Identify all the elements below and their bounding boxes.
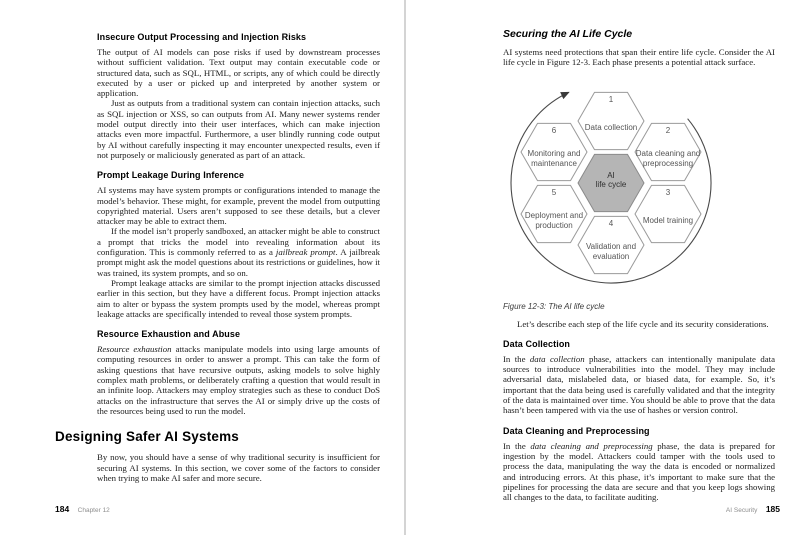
phase-name: Data collection bbox=[584, 122, 638, 132]
page-number: 185 bbox=[765, 504, 780, 514]
paragraph: AI systems need protections that span their entire life cycle. Consider the AI life cycle in Figure 12-3. Each phase presents a potential attack surface. bbox=[503, 47, 775, 68]
paragraph: Resource exhaustion attacks manipulate models into using large amounts of computing resources in order to answer a prompt. This can take the form of asking questions that have recursive outputs, asking models to solve highly complex math problems, or deliberately crafting a question that would result in an infinite loop. Attackers may employ strategies such as these to conduct DoS attacks on the infrastructure that serves the AI or simply drive up the costs of the resources being used to run the model. bbox=[97, 344, 380, 416]
phase-name: Deployment and production bbox=[524, 211, 584, 230]
chapter-section-heading: Designing Safer AI Systems bbox=[55, 429, 240, 445]
phase-number: 5 bbox=[551, 187, 557, 197]
paragraph: Just as outputs from a traditional system can contain injection attacks, such as SQL injection or XSS, so can outputs from AI. Many newer systems render model output directly into their user interfaces, which can make injection attacks even more impactful. Furthermore, a user blindly running code output by AI without carefully inspecting it may encounter unexpected results, even if not purposely or maliciously generated as part of an attack. bbox=[97, 98, 380, 160]
section-heading: Prompt Leakage During Inference bbox=[97, 170, 245, 181]
phase-label-5 bbox=[514, 188, 594, 240]
phase-name: Validation and evaluation bbox=[585, 242, 637, 261]
center-hex-label bbox=[571, 171, 651, 190]
page-right bbox=[406, 0, 810, 535]
running-footer-label: Chapter 12 bbox=[77, 507, 110, 514]
paragraph: The output of AI models can pose risks if used by downstream processes without sufficient validation. Text output may contain executable code or structured data, such as SQL, HTML, or scripts, any of which could be directly executed by a user or picked up and interpreted by another system or application. bbox=[97, 47, 380, 99]
phase-name: Monitoring and maintenance bbox=[527, 149, 581, 168]
phase-number: 6 bbox=[551, 125, 557, 135]
center-hex-line1: AI bbox=[607, 170, 615, 180]
section-heading: Insecure Output Processing and Injection Risks bbox=[97, 32, 307, 42]
figure-caption: Figure 12-3: The AI life cycle bbox=[503, 301, 605, 311]
phase-number: 3 bbox=[665, 187, 671, 197]
page-number: 184 bbox=[55, 504, 70, 514]
page-left bbox=[0, 0, 404, 535]
center-hex-line2: life cycle bbox=[595, 180, 627, 190]
phase-number: 1 bbox=[608, 94, 614, 104]
phase-number: 4 bbox=[608, 218, 614, 228]
running-footer-label: AI Security bbox=[725, 507, 758, 514]
paragraph: Let’s describe each step of the life cycle and its security considerations. bbox=[517, 318, 769, 329]
section-heading: Data Cleaning and Preprocessing bbox=[503, 425, 650, 436]
phase-name: Data cleaning and preprocessing bbox=[635, 149, 701, 168]
paragraph: If the model isn’t properly sandboxed, an attacker might be able to construct a prompt that tricks the model into revealing information about its configuration. This is commonly referred to as a jailbreak prompt. A jailbreak prompt might ask the model questions about its restrictions or guidelines, how it was trained, its system prompts, and so on. bbox=[97, 226, 380, 278]
paragraph: Prompt leakage attacks are similar to the prompt injection attacks discussed earlier in this section, but they have a different focus. Prompt injection attacks aim to alter or bypass the system prompts used by the model, whereas prompt leakage attacks are specifically intended to reveal those system prompts. bbox=[97, 277, 380, 319]
paragraph: In the data collection phase, attackers can intentionally manipulate data sources to introduce vulnerabilities into the model. They may include adversarial data, mislabeled data, or biased data, for example. So, it’s important that the data being used is carefully validated and that the integrity of the data is maintained over time. You should be able to prove that the data hasn’t been tampered with via the use of hashes or version control. bbox=[503, 353, 775, 416]
figure-ai-life-cycle bbox=[461, 76, 761, 296]
section-heading: Data Collection bbox=[503, 338, 571, 349]
paragraph: AI systems may have system prompts or configurations intended to manage the model’s behavior. These might, for example, prevent the model from outputting copyrighted material. Users aren’t supposed to see these details, but a clever attacker may be able to extract them. bbox=[97, 185, 380, 227]
section-heading: Securing the AI Life Cycle bbox=[503, 28, 633, 40]
paragraph: In the data cleaning and preprocessing phase, the data is prepared for ingestion by the model. Attackers could tamper with the tools used to process the data, manipulating the way the data is encoded or normalized and introducing errors. At this phase, it’s important to make sure that the pipelines for processing the data are secure and that you keep logs showing all changes to the data, to facilitate auditing. bbox=[503, 440, 775, 503]
phase-number: 2 bbox=[665, 125, 671, 135]
phase-name: Model training bbox=[642, 215, 694, 225]
page-footer-right bbox=[722, 499, 780, 517]
paragraph: By now, you should have a sense of why traditional security is insufficient for securing AI systems. In this section, we cover some of the factors to consider when trying to make AI safer and more secure. bbox=[97, 452, 380, 483]
section-heading: Resource Exhaustion and Abuse bbox=[97, 329, 241, 340]
page-footer-left bbox=[55, 499, 114, 517]
